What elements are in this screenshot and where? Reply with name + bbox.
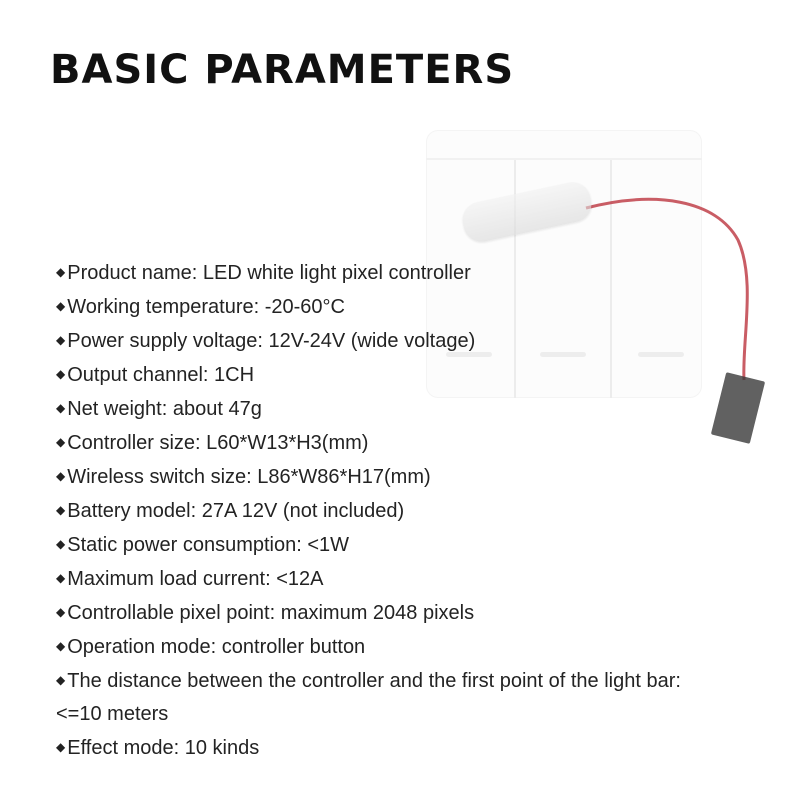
page-title: BASIC PARAMETERS bbox=[50, 47, 515, 93]
diamond-bullet-icon: ◆ bbox=[56, 571, 66, 585]
diamond-bullet-icon: ◆ bbox=[56, 367, 66, 381]
spec-item: ◆ Output channel: 1CH bbox=[56, 364, 255, 386]
spec-item: ◆ The distance between the controller and the first point of the light bar: <=10 meters bbox=[56, 670, 681, 725]
spec-item: ◆ Controllable pixel point: maximum 2048 pixels bbox=[56, 602, 475, 624]
spec-item: ◆ Operation mode: controller button bbox=[56, 636, 366, 658]
diamond-bullet-icon: ◆ bbox=[56, 639, 66, 653]
spec-item: ◆ Wireless switch size: L86*W86*H17(mm) bbox=[56, 466, 431, 488]
spec-list bbox=[56, 256, 716, 765]
diamond-bullet-icon: ◆ bbox=[56, 265, 66, 279]
diamond-bullet-icon: ◆ bbox=[56, 740, 66, 754]
diamond-bullet-icon: ◆ bbox=[56, 401, 66, 415]
spec-item: ◆ Battery model: 27A 12V (not included) bbox=[56, 500, 405, 522]
spec-item: ◆ Net weight: about 47g bbox=[56, 398, 262, 420]
diamond-bullet-icon: ◆ bbox=[56, 605, 66, 619]
spec-item: ◆ Working temperature: -20-60°C bbox=[56, 296, 345, 318]
spec-item: ◆ Static power consumption: <1W bbox=[56, 534, 350, 556]
diamond-bullet-icon: ◆ bbox=[56, 299, 66, 313]
diamond-bullet-icon: ◆ bbox=[56, 333, 66, 347]
spec-item: ◆ Power supply voltage: 12V-24V (wide voltage) bbox=[56, 330, 476, 352]
diamond-bullet-icon: ◆ bbox=[56, 537, 66, 551]
diamond-bullet-icon: ◆ bbox=[56, 673, 66, 687]
diamond-bullet-icon: ◆ bbox=[56, 469, 66, 483]
spec-item: ◆ Effect mode: 10 kinds bbox=[56, 737, 260, 759]
spec-item: ◆ Controller size: L60*W13*H3(mm) bbox=[56, 432, 369, 454]
spec-item: ◆ Maximum load current: <12A bbox=[56, 568, 324, 590]
diamond-bullet-icon: ◆ bbox=[56, 503, 66, 517]
spec-item: ◆ Product name: LED white light pixel controller bbox=[56, 262, 471, 284]
diamond-bullet-icon: ◆ bbox=[56, 435, 66, 449]
